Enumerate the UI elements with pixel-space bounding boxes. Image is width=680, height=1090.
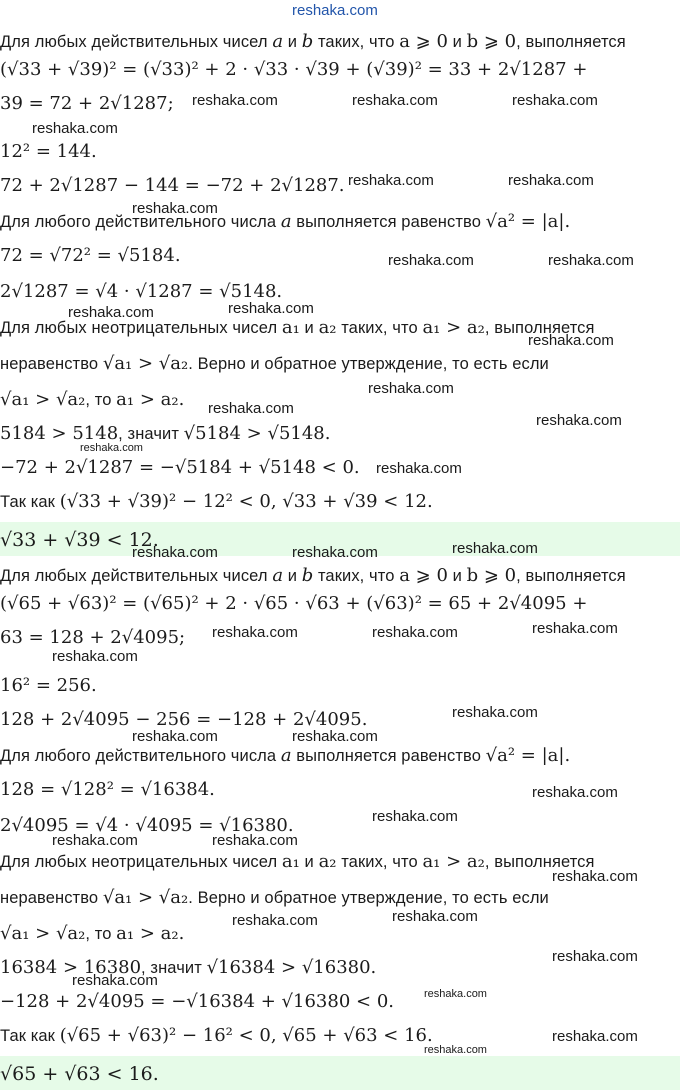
p1-rule-mono-such: таких, что	[336, 319, 423, 337]
p2-line-intro	[0, 564, 680, 588]
watermark: reshaka.com	[548, 252, 634, 269]
watermark: reshaka.com	[52, 648, 138, 665]
p1-intro-text: Для любых действительных чисел	[0, 33, 273, 51]
p1-and2: и	[447, 33, 467, 51]
p1-rule-mono-cond: a₁ > a₂	[422, 317, 485, 338]
p1-difference-line: 72 + 2√1287 − 144 = −72 + 2√1287.	[0, 175, 345, 196]
watermark: reshaka.com	[348, 172, 434, 189]
p1-72-root-line: 72 = √72² = √5184.	[0, 245, 181, 266]
p1-expansion-line: (√33 + √39)² = (√33)² + 2 · √33 · √39 + (√39)² = 33 + 2√1287 +	[0, 59, 588, 80]
p1-negative-line: −72 + 2√1287 = −√5184 + √5148 < 0.	[0, 457, 360, 478]
p2-rule-abs-formula: √a² = |a|.	[485, 745, 571, 766]
p2-conclusion-math: (√65 + √63)² − 16² < 0, √65 + √63 < 16.	[59, 1025, 433, 1046]
p2-such-that: таких, что	[313, 567, 400, 585]
p2-converse-math: √a₁ > √a₂	[0, 923, 86, 944]
watermark: reshaka.com	[352, 92, 438, 109]
p1-rule-abs-var: a	[280, 211, 292, 232]
watermark: reshaka.com	[208, 400, 294, 417]
watermark: reshaka.com	[532, 620, 618, 637]
p2-ineq-text: неравенство	[0, 889, 103, 907]
p2-rule-mono-a2: a₂	[318, 851, 337, 872]
p2-compare-hence: , значит	[141, 959, 207, 977]
watermark: reshaka.com	[192, 92, 278, 109]
watermark: reshaka.com	[228, 300, 314, 317]
p2-compare-roots: √16384 > √16380.	[206, 957, 377, 978]
watermark: reshaka.com	[368, 380, 454, 397]
watermark: reshaka.com	[68, 304, 154, 321]
watermark: reshaka.com	[552, 868, 638, 885]
p1-such-that: таких, что	[313, 33, 400, 51]
watermark: reshaka.com	[452, 704, 538, 721]
p2-negative-line: −128 + 2√4095 = −√16384 + √16380 < 0.	[0, 991, 394, 1012]
p2-and2: и	[447, 567, 467, 585]
p1-answer: √33 + √39 < 12.	[0, 529, 159, 551]
watermark: reshaka.com	[532, 784, 618, 801]
watermark-small: reshaka.com	[424, 1044, 487, 1056]
p2-ineq-rest: . Верно и обратное утверждение, то есть если	[188, 889, 549, 907]
p2-square-line: 16² = 256.	[0, 675, 97, 696]
p1-converse-math2: a₁ > a₂.	[116, 389, 185, 410]
p1-var-b: b	[301, 31, 314, 52]
p1-compare-hence: , значит	[118, 425, 184, 443]
p2-rule-mono-and: и	[299, 853, 319, 871]
watermark-small: reshaka.com	[424, 988, 487, 1000]
p2-rule-abs	[0, 744, 680, 768]
p2-cond-b: b ⩾ 0	[466, 565, 517, 586]
p2-var-a: a	[272, 565, 284, 586]
p1-cond-b: b ⩾ 0	[466, 31, 517, 52]
p2-rule-mono-a1: a₁	[281, 851, 300, 872]
p1-sum-line: 39 = 72 + 2√1287;	[0, 93, 174, 114]
p2-intro-end: , выполняется	[516, 567, 626, 585]
watermark: reshaka.com	[376, 460, 462, 477]
p2-rule-abs-mid: выполняется равенство	[291, 747, 486, 765]
p2-converse-to: , то	[85, 925, 117, 943]
p1-rule-abs-formula: √a² = |a|.	[485, 211, 571, 232]
p1-rule-abs-text: Для любого действительного числа	[0, 213, 281, 231]
p2-cond-a: a ⩾ 0	[399, 565, 448, 586]
watermark: reshaka.com	[132, 728, 218, 745]
p1-line-intro	[0, 30, 680, 54]
watermark: reshaka.com	[372, 808, 458, 825]
watermark: reshaka.com	[552, 1028, 638, 1045]
p1-rule-converse	[0, 388, 680, 412]
p1-ineq-text: неравенство	[0, 355, 103, 373]
p2-answer: √65 + √63 < 16.	[0, 1063, 159, 1085]
p1-converse-math: √a₁ > √a₂	[0, 389, 86, 410]
p2-var-b: b	[301, 565, 314, 586]
p1-converse-to: , то	[85, 391, 117, 409]
p2-difference-line: 128 + 2√4095 − 256 = −128 + 2√4095.	[0, 709, 368, 730]
p2-rule-abs-var: a	[280, 745, 292, 766]
p1-rule-abs-mid: выполняется равенство	[291, 213, 486, 231]
watermark: reshaka.com	[72, 972, 158, 989]
p2-and: и	[283, 567, 302, 585]
watermark: reshaka.com	[392, 908, 478, 925]
p2-expansion-line: (√65 + √63)² = (√65)² + 2 · √65 · √63 + (√63)² = 65 + 2√4095 +	[0, 593, 588, 614]
p2-sum-line: 63 = 128 + 2√4095;	[0, 627, 186, 648]
p1-conclusion-math: (√33 + √39)² − 12² < 0, √33 + √39 < 12.	[59, 491, 433, 512]
p1-square-line: 12² = 144.	[0, 141, 97, 162]
p1-ineq-rest: . Верно и обратное утверждение, то есть если	[188, 355, 549, 373]
watermark-small: reshaka.com	[80, 442, 143, 454]
p1-conclusion-line	[0, 490, 680, 514]
watermark: reshaka.com	[508, 172, 594, 189]
p1-conclusion-since: Так как	[0, 493, 60, 511]
p2-rule-mono-cond: a₁ > a₂	[422, 851, 485, 872]
watermark: reshaka.com	[552, 948, 638, 965]
p1-ineq-math: √a₁ > √a₂	[102, 353, 189, 374]
watermark: reshaka.com	[32, 120, 118, 137]
p1-cond-a: a ⩾ 0	[399, 31, 448, 52]
p2-compare-numbers: 16384 > 16380	[0, 957, 142, 978]
p2-converse-math2: a₁ > a₂.	[116, 923, 185, 944]
watermark: reshaka.com	[212, 832, 298, 849]
watermark: reshaka.com	[212, 624, 298, 641]
p2-ineq-math: √a₁ > √a₂	[102, 887, 189, 908]
p2-rule-mono-such: таких, что	[336, 853, 423, 871]
p2-conclusion-since: Так как	[0, 1027, 60, 1045]
watermark: reshaka.com	[452, 540, 538, 557]
watermark: reshaka.com	[292, 728, 378, 745]
watermark: reshaka.com	[232, 912, 318, 929]
p1-rule-inequality	[0, 352, 680, 376]
p2-rule-mono-end: , выполняется	[484, 853, 595, 871]
p1-rule-mono-and: и	[299, 319, 319, 337]
p2-intro-text: Для любых действительных чисел	[0, 567, 273, 585]
watermark: reshaka.com	[132, 200, 218, 217]
watermark: reshaka.com	[528, 332, 614, 349]
p2-2root-line: 2√4095 = √4 · √4095 = √16380.	[0, 815, 294, 836]
watermark: reshaka.com	[536, 412, 622, 429]
p1-2root-line: 2√1287 = √4 · √1287 = √5148.	[0, 281, 283, 302]
watermark: reshaka.com	[372, 624, 458, 641]
p1-var-a: a	[272, 31, 284, 52]
p1-intro-end: , выполняется	[516, 33, 626, 51]
site-watermark-top: reshaka.com	[292, 2, 378, 19]
p2-rule-abs-text: Для любого действительного числа	[0, 747, 281, 765]
p1-rule-abs	[0, 210, 680, 234]
p1-compare-roots: √5184 > √5148.	[183, 423, 331, 444]
p1-compare-numbers: 5184 > 5148	[0, 423, 119, 444]
p1-rule-mono-text: Для любых неотрицательных чисел	[0, 319, 282, 337]
p1-rule-mono-end: , выполняется	[484, 319, 595, 337]
watermark: reshaka.com	[512, 92, 598, 109]
p2-rule-converse	[0, 922, 680, 946]
watermark: reshaka.com	[52, 832, 138, 849]
p1-and: и	[283, 33, 302, 51]
p2-rule-inequality	[0, 886, 680, 910]
watermark: reshaka.com	[132, 544, 218, 561]
p1-rule-mono-a2: a₂	[318, 317, 337, 338]
p2-rule-mono-text: Для любых неотрицательных чисел	[0, 853, 282, 871]
p2-128-root-line: 128 = √128² = √16384.	[0, 779, 215, 800]
watermark: reshaka.com	[292, 544, 378, 561]
p1-rule-mono-a1: a₁	[281, 317, 300, 338]
watermark: reshaka.com	[388, 252, 474, 269]
